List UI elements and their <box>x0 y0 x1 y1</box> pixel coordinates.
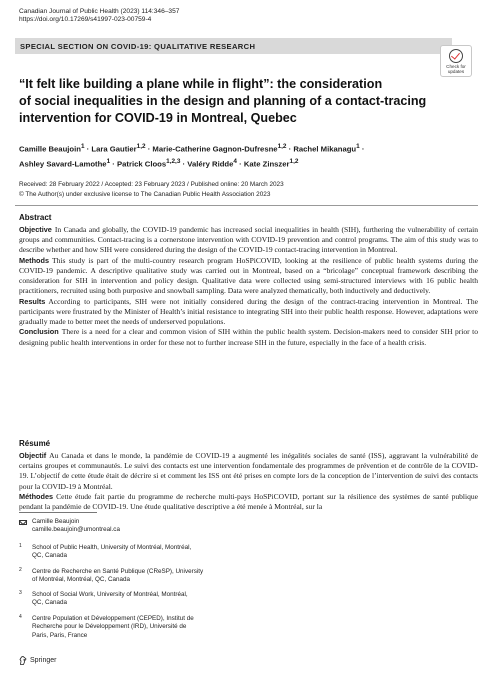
abstract-text: According to participants, SIH were not initially considered during the design of the contract-tracing intervention in Montreal. The participants were frustrated by the Minister of Health’s initial resistance to integrating SIH into their public health response. However, adaptations were gradually made to better meet the needs of underserved populations. <box>19 296 478 327</box>
author-name[interactable]: Kate Zinszer <box>243 159 290 169</box>
section-label: SPECIAL SECTION ON COVID-19: QUALITATIVE RESEARCH <box>20 41 256 51</box>
abstract-text: This study is part of the multi-country research program HoSPiCOVID, looking at the resilience of public health systems during the COVID-19 pandemic. A descriptive qualitative study was carried out in Montreal, based on a “bricolage” conceptual framework describing the consideration for SIH in intervention and policy design. Qualitative data were collected using semi-structured interviews with 16 public health practitioners, recruited using both purposive and snowball sampling. Data were analyzed thematically, both inductively and deductively. <box>19 255 478 296</box>
journal-header <box>19 8 179 25</box>
author-name[interactable]: Marie-Catherine Gagnon-Dufresne <box>152 144 278 154</box>
affiliation-number: 1 <box>19 543 22 549</box>
title-line: “It felt like building a plane while in flight”: the consideration <box>19 77 383 91</box>
check-updates-line2: updates <box>447 69 465 74</box>
abstract-label: Conclusion <box>19 327 59 337</box>
publication-dates <box>19 180 479 199</box>
copyright-line: © The Author(s) under exclusive license to The Canadian Public Health Association 2023 <box>19 190 271 198</box>
check-for-updates-badge[interactable] <box>440 45 472 77</box>
affiliation-line: QC, Canada <box>32 552 68 560</box>
divider <box>15 205 478 206</box>
resume-objectif <box>19 451 478 492</box>
resume-text: Au Canada et dans le monde, la pandémie de COVID-19 a augmenté les inégalités sociales de santé (ISS), aggravant la vulnérabilité de certains groupes et communautés. Le suivi des contacts est une intervention fondamentale des programmes de prévention et de contrôle de la COVID-19. L’objectif de cette étude était de décrire si et comment les ISS ont été prises en compte lors de la conception de l’intervention de suivi des contacts pour la COVID-19 à Montréal. <box>19 451 478 491</box>
affiliation-number: 3 <box>19 590 22 596</box>
author-affil: 1,2 <box>136 143 146 150</box>
check-updates-line1: Check for <box>446 64 466 69</box>
author-affil: 1,2,3 <box>166 157 181 165</box>
affiliation-line: School of Public Health, University of Montréal, Montréal, <box>32 544 192 551</box>
resume-heading: Résumé <box>19 439 51 448</box>
abstract-conclusion <box>19 327 478 347</box>
affiliation-line: of Montréal, Montréal, QC, Canada <box>32 576 130 584</box>
abstract-heading: Abstract <box>19 213 52 222</box>
author-affil: 4 <box>233 157 237 165</box>
author-name[interactable]: Patrick Cloos <box>117 159 167 169</box>
author-affil: 1,2 <box>277 143 287 150</box>
author-affil: 1,2 <box>289 157 299 165</box>
springer-horse-icon <box>19 656 27 665</box>
author-affil: 1 <box>80 143 85 150</box>
abstract-results <box>19 297 478 328</box>
affiliation-line: School of Social Work, University of Montréal, Montréal, <box>32 591 188 598</box>
affiliation-line: Centre Population et Développement (CEPED), Institut de <box>32 615 194 622</box>
abstract-label: Results <box>19 296 46 306</box>
resume-label: Objectif <box>19 451 47 460</box>
author-name[interactable]: Camille Beaujoin <box>19 144 81 154</box>
author-name[interactable]: Valéry Ridde <box>187 159 234 169</box>
affiliation-number: 4 <box>19 614 22 620</box>
affiliation-line: QC, Canada <box>32 599 68 607</box>
affiliation-line: Recherche pour le Développement (IRD), Université de <box>32 623 187 631</box>
section-banner <box>15 38 452 54</box>
journal-citation: Canadian Journal of Public Health (2023) 114:346–357 <box>19 8 180 15</box>
resume-body <box>19 451 478 512</box>
abstract-text: There is a need for a clear and common vision of SIH within the public health system. Decision-makers need to consider SIH prior to designing public health interventions in order for these not to further increase SIH in the future, especially in the face of a health crisis. <box>19 327 478 347</box>
resume-methodes <box>19 492 478 512</box>
corresponding-email[interactable]: camille.beaujoin@umontreal.ca <box>32 526 120 534</box>
author-line-2: Ashley Savard-Lamothe$^1$ · Patrick Cloos$^{1,2,3}$ · Valéry Ridde$^4$ · Kate Zinszer$^{1,2}$ <box>19 157 299 169</box>
author-name[interactable]: Ashley Savard-Lamothe <box>19 159 107 169</box>
check-updates-icon <box>449 49 463 63</box>
abstract-label: Methods <box>19 255 49 265</box>
author-affil: 1 <box>106 157 111 165</box>
author-line-1: Camille Beaujoin$^1$ · Lara Gautier$^{1,2}$ · Marie-Catherine Gagnon-Dufresne$^{1,2}$ · Rachel Mikanagu$^1$ · <box>19 143 365 154</box>
author-name[interactable]: Lara Gautier <box>91 144 137 154</box>
article-title <box>19 76 439 127</box>
author-name[interactable]: Rachel Mikanagu <box>293 144 357 154</box>
affiliation-line: Centre de Recherche en Santé Publique (CReSP), University <box>32 568 204 575</box>
corresponding-author: Camille Beaujoin <box>32 518 80 525</box>
title-line: of social inequalities in the design and planning of a contact-tracing <box>19 94 427 108</box>
publisher-name: Springer <box>30 657 57 664</box>
author-list <box>19 141 459 171</box>
abstract-label: Objective <box>19 225 52 234</box>
affiliation-line: Paris, Paris, France <box>32 631 88 639</box>
author-affil: 1 <box>356 143 360 150</box>
title-line: intervention for COVID-19 in Montreal, Quebec <box>19 111 297 125</box>
abstract-text: In Canada and globally, the COVID-19 pandemic has increased social inequalities in health (SIH), furthering the vulnerability of certain groups and communities. Contact-tracing is a cornerstone intervention with COVID-19 prevention and control programs. The aim of this study was to describe whether and how SIH were considered during the design of the COVID-19 contact-tracing intervention in Montreal. <box>19 225 478 255</box>
abstract-objective <box>19 225 478 256</box>
abstract-methods <box>19 256 478 297</box>
received-accepted-line: Received: 28 February 2022 / Accepted: 23 February 2023 / Published online: 20 March 2023 <box>19 181 284 188</box>
envelope-icon <box>19 520 27 526</box>
resume-label: Méthodes <box>19 491 54 501</box>
doi-link[interactable]: https://doi.org/10.17269/s41997-023-00759-4 <box>19 16 152 24</box>
affiliation-number: 2 <box>19 567 22 573</box>
abstract-body <box>19 225 478 348</box>
resume-text: Cette étude fait partie du programme de recherche multi-pays HoSPiCOVID, portant sur la résilience des systèmes de santé publique pendant la pandémie de COVID-19. Une étude qualitative descriptive a été menée à Montréal, sur la <box>19 491 478 512</box>
footnote-divider <box>19 512 97 513</box>
